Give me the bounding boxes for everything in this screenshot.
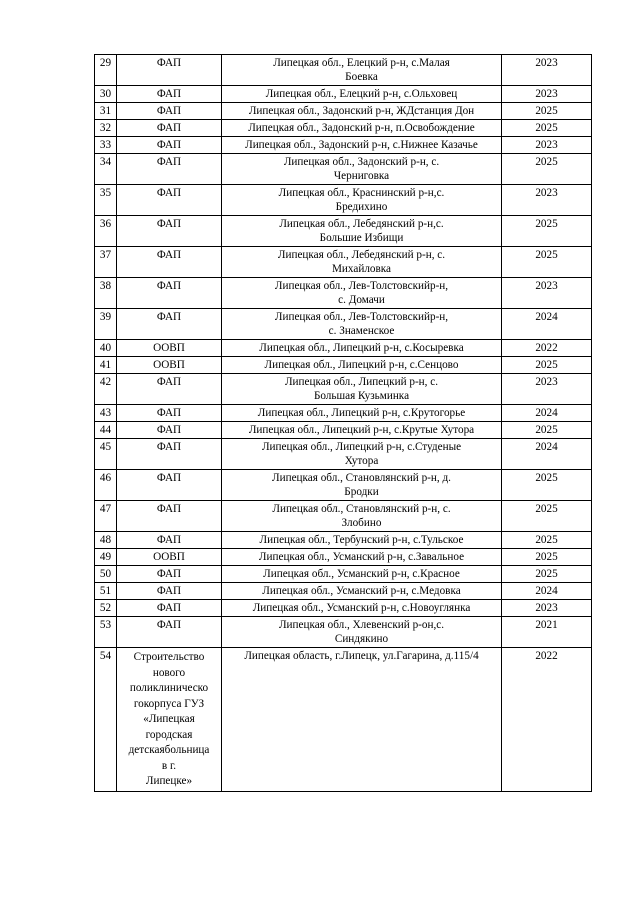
facility-type: ФАП <box>117 470 222 501</box>
row-number: 35 <box>95 185 117 216</box>
facility-address: Липецкая обл., Задонский р-н, п.Освобождение <box>222 120 502 137</box>
completion-year: 2022 <box>502 648 592 792</box>
table-row <box>95 216 592 247</box>
table-row <box>95 532 592 549</box>
row-number: 29 <box>95 55 117 86</box>
completion-year: 2025 <box>502 154 592 185</box>
facility-address: Липецкая обл., Липецкий р-н, с.Сенцово <box>222 357 502 374</box>
row-number: 40 <box>95 340 117 357</box>
completion-year: 2025 <box>502 357 592 374</box>
completion-year: 2023 <box>502 185 592 216</box>
facility-address: Липецкая обл., Липецкий р-н, с.Студеные Хутора <box>222 439 502 470</box>
facility-address: Липецкая обл., Краснинский р-н,с. Бредихино <box>222 185 502 216</box>
completion-year: 2022 <box>502 340 592 357</box>
table-row <box>95 137 592 154</box>
facility-type: ФАП <box>117 405 222 422</box>
facility-address: Липецкая обл., Елецкий р-н, с.Ольховец <box>222 86 502 103</box>
row-number: 52 <box>95 600 117 617</box>
facility-address: Липецкая обл., Лебедянский р-н,с. Большие Избищи <box>222 216 502 247</box>
facility-type: ФАП <box>117 216 222 247</box>
row-number: 48 <box>95 532 117 549</box>
table-row <box>95 617 592 648</box>
facility-address: Липецкая обл., Липецкий р-н, с.Крутогорье <box>222 405 502 422</box>
completion-year: 2023 <box>502 600 592 617</box>
row-number: 49 <box>95 549 117 566</box>
facility-type: ООВП <box>117 357 222 374</box>
facility-address: Липецкая область, г.Липецк, ул.Гагарина, д.115/4 <box>222 648 502 792</box>
row-number: 32 <box>95 120 117 137</box>
row-number: 39 <box>95 309 117 340</box>
facility-type: ФАП <box>117 374 222 405</box>
completion-year: 2025 <box>502 532 592 549</box>
row-number: 50 <box>95 566 117 583</box>
facility-address: Липецкая обл., Липецкий р-н, с.Крутые Хутора <box>222 422 502 439</box>
facility-address: Липецкая обл., Лев-Толстовскийр-н, с. Знаменское <box>222 309 502 340</box>
facility-type: ФАП <box>117 532 222 549</box>
facility-type: ФАП <box>117 86 222 103</box>
completion-year: 2021 <box>502 617 592 648</box>
table-row <box>95 340 592 357</box>
facility-address: Липецкая обл., Елецкий р-н, с.Малая Боевка <box>222 55 502 86</box>
row-number: 41 <box>95 357 117 374</box>
completion-year: 2024 <box>502 583 592 600</box>
facility-address: Липецкая обл., Задонский р-н, с. Черниговка <box>222 154 502 185</box>
table-row <box>95 422 592 439</box>
completion-year: 2025 <box>502 422 592 439</box>
completion-year: 2023 <box>502 137 592 154</box>
facility-address: Липецкая обл., Липецкий р-н, с.Косыревка <box>222 340 502 357</box>
table-row <box>95 154 592 185</box>
table-row <box>95 185 592 216</box>
table-row <box>95 120 592 137</box>
completion-year: 2025 <box>502 501 592 532</box>
row-number: 36 <box>95 216 117 247</box>
completion-year: 2025 <box>502 549 592 566</box>
facility-type: ФАП <box>117 422 222 439</box>
facility-type: ФАП <box>117 617 222 648</box>
table-row <box>95 549 592 566</box>
table-row <box>95 309 592 340</box>
facility-type: ФАП <box>117 120 222 137</box>
facility-type: ФАП <box>117 247 222 278</box>
table-row <box>95 247 592 278</box>
table-row <box>95 470 592 501</box>
facility-type: ФАП <box>117 309 222 340</box>
facility-address: Липецкая обл., Задонский р-н, ЖДстанция Дон <box>222 103 502 120</box>
facility-type: ФАП <box>117 103 222 120</box>
completion-year: 2023 <box>502 374 592 405</box>
row-number: 38 <box>95 278 117 309</box>
completion-year: 2025 <box>502 566 592 583</box>
table-row <box>95 439 592 470</box>
completion-year: 2023 <box>502 278 592 309</box>
facility-type: ФАП <box>117 55 222 86</box>
facility-type: ФАП <box>117 583 222 600</box>
facility-address: Липецкая обл., Лебедянский р-н, с. Михайловка <box>222 247 502 278</box>
facility-address: Липецкая обл., Усманский р-н, с.Завальное <box>222 549 502 566</box>
facility-type: ФАП <box>117 566 222 583</box>
table-row <box>95 501 592 532</box>
facility-address: Липецкая обл., Тербунский р-н, с.Тульское <box>222 532 502 549</box>
facility-address: Липецкая обл., Лев-Толстовскийр-н, с. Домачи <box>222 278 502 309</box>
facility-address: Липецкая обл., Липецкий р-н, с. Большая Кузьминка <box>222 374 502 405</box>
table-row <box>95 600 592 617</box>
completion-year: 2025 <box>502 216 592 247</box>
table-row <box>95 55 592 86</box>
facilities-table <box>94 54 592 792</box>
facility-address: Липецкая обл., Усманский р-н, с.Медовка <box>222 583 502 600</box>
facility-address: Липецкая обл., Хлевенский р-он,с. Синдякино <box>222 617 502 648</box>
row-number: 51 <box>95 583 117 600</box>
facility-type: ФАП <box>117 154 222 185</box>
table-row <box>95 374 592 405</box>
row-number: 46 <box>95 470 117 501</box>
facility-address: Липецкая обл., Усманский р-н, с.Новоуглянка <box>222 600 502 617</box>
facility-type: ФАП <box>117 439 222 470</box>
row-number: 45 <box>95 439 117 470</box>
table-row <box>95 357 592 374</box>
completion-year: 2024 <box>502 439 592 470</box>
completion-year: 2025 <box>502 247 592 278</box>
table-body <box>95 55 592 792</box>
completion-year: 2025 <box>502 470 592 501</box>
row-number: 42 <box>95 374 117 405</box>
row-number: 43 <box>95 405 117 422</box>
facility-type: ФАП <box>117 137 222 154</box>
row-number: 31 <box>95 103 117 120</box>
facility-type: ФАП <box>117 600 222 617</box>
facility-type: ФАП <box>117 278 222 309</box>
completion-year: 2024 <box>502 309 592 340</box>
row-number: 30 <box>95 86 117 103</box>
facility-address: Липецкая обл., Становлянский р-н, с. Злобино <box>222 501 502 532</box>
table-row <box>95 103 592 120</box>
facility-type: ФАП <box>117 185 222 216</box>
table-row <box>95 583 592 600</box>
row-number: 47 <box>95 501 117 532</box>
row-number: 34 <box>95 154 117 185</box>
row-number: 54 <box>95 648 117 792</box>
row-number: 44 <box>95 422 117 439</box>
row-number: 53 <box>95 617 117 648</box>
table-row <box>95 86 592 103</box>
completion-year: 2023 <box>502 86 592 103</box>
completion-year: 2024 <box>502 405 592 422</box>
table-row <box>95 566 592 583</box>
facility-address: Липецкая обл., Задонский р-н, с.Нижнее Казачье <box>222 137 502 154</box>
facility-type: ООВП <box>117 549 222 566</box>
completion-year: 2023 <box>502 55 592 86</box>
facility-address: Липецкая обл., Становлянский р-н, д. Бродки <box>222 470 502 501</box>
completion-year: 2025 <box>502 120 592 137</box>
row-number: 33 <box>95 137 117 154</box>
table-row <box>95 278 592 309</box>
facility-type: ООВП <box>117 340 222 357</box>
completion-year: 2025 <box>502 103 592 120</box>
facility-type: Строительство нового поликлиническо гокорпуса ГУЗ «Липецкая городская детскаябольница в г. Липецке» <box>117 648 222 792</box>
table-row <box>95 405 592 422</box>
facility-type: ФАП <box>117 501 222 532</box>
facility-address: Липецкая обл., Усманский р-н, с.Красное <box>222 566 502 583</box>
table-row <box>95 648 592 792</box>
row-number: 37 <box>95 247 117 278</box>
